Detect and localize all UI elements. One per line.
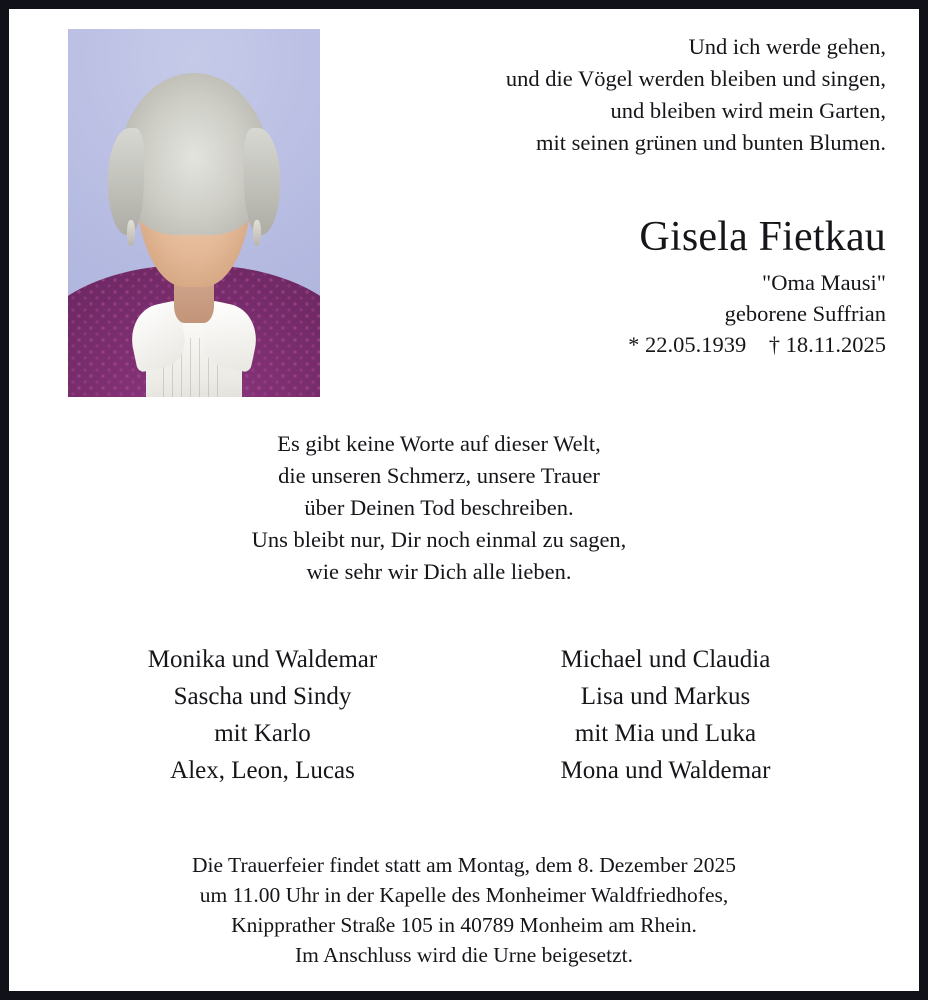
service-detail-line: um 11.00 Uhr in der Kapelle des Monheimer Waldfriedhofes,: [199, 883, 729, 907]
portrait-photo: [68, 29, 320, 397]
deceased-life-dates: * 22.05.1939 † 18.11.2025: [628, 332, 886, 357]
mourner-name: mit Karlo: [214, 720, 311, 747]
portrait-hair: [118, 73, 269, 235]
memorial-verse-line: Es gibt keine Worte auf dieser Welt,: [277, 431, 601, 456]
service-detail-line: Knipprather Straße 105 in 40789 Monheim am Rhein.: [231, 913, 697, 937]
opening-verse-line: und die Vögel werden bleiben und singen,: [505, 66, 886, 91]
mourners-section: [61, 641, 867, 789]
mourner-name: Lisa und Markus: [580, 683, 751, 710]
memorial-verse-line: wie sehr wir Dich alle lieben.: [306, 559, 572, 584]
mourner-name: Sascha und Sindy: [173, 683, 352, 710]
opening-verse: [366, 31, 886, 159]
service-detail-line: Im Anschluss wird die Urne beigesetzt.: [295, 943, 633, 967]
memorial-verse-line: über Deinen Tod beschreiben.: [304, 495, 574, 520]
deceased-nickname: "Oma Mausi": [762, 270, 886, 295]
mourners-left-column: [61, 641, 464, 789]
service-detail-line: Die Trauerfeier findet statt am Montag, dem 8. Dezember 2025: [192, 853, 736, 877]
memorial-verse-line: die unseren Schmerz, unsere Trauer: [278, 463, 600, 488]
obituary-notice-card: [9, 9, 919, 991]
mourner-name: Monika und Waldemar: [147, 646, 378, 673]
mourners-right-column: [464, 641, 867, 789]
mourner-name: mit Mia und Luka: [574, 720, 757, 747]
deceased-name: Gisela Fietkau: [639, 214, 886, 260]
earring-left: [127, 220, 135, 246]
memorial-verse: [9, 428, 919, 588]
memorial-verse-line: Uns bleibt nur, Dir noch einmal zu sagen,: [251, 527, 627, 552]
deceased-name-block: [406, 212, 886, 360]
mourner-name: Michael und Claudia: [560, 646, 771, 673]
mourner-name: Mona und Waldemar: [560, 757, 771, 784]
opening-verse-line: Und ich werde gehen,: [688, 34, 886, 59]
mourner-name: Alex, Leon, Lucas: [170, 757, 355, 784]
funeral-service-details: [9, 850, 919, 970]
opening-verse-line: und bleiben wird mein Garten,: [610, 98, 886, 123]
earring-right: [253, 220, 261, 246]
portrait-background: [68, 29, 320, 397]
opening-verse-line: mit seinen grünen und bunten Blumen.: [536, 130, 886, 155]
deceased-maiden-name: geborene Suffrian: [724, 301, 886, 326]
